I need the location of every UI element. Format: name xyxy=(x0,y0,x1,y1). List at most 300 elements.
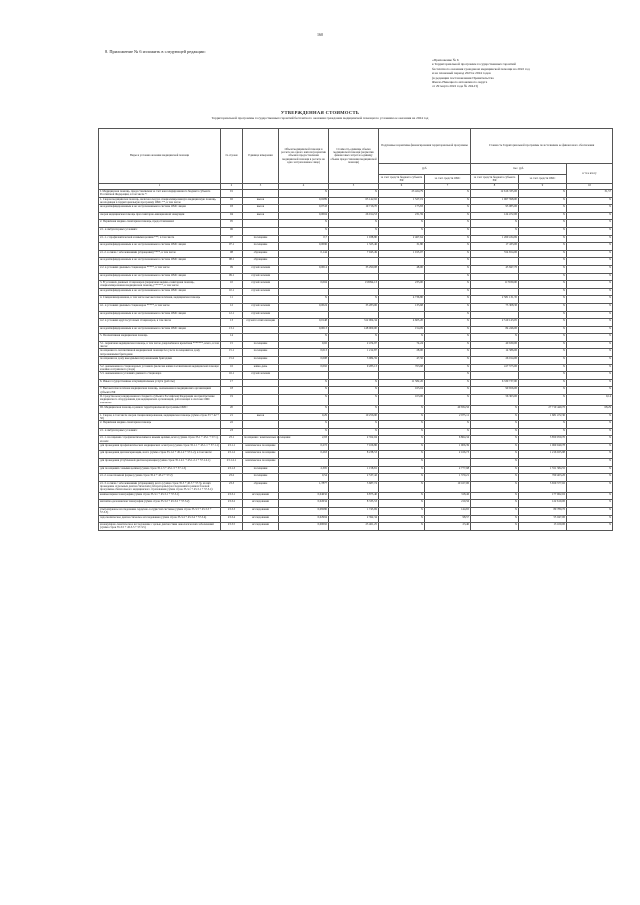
table-cell: 8 335,53 xyxy=(329,500,379,508)
table-cell: X xyxy=(567,243,613,251)
table-cell: 15 xyxy=(221,341,243,349)
table-cell: X xyxy=(567,303,613,311)
table-cell: 1 015,07 xyxy=(379,250,425,258)
table-cell: X xyxy=(567,220,613,228)
table-cell: 1. Скорая, в том числе скорая специализированная, медицинская помощь (сумма строк 33 + 42 + 50) xyxy=(100,412,219,420)
table-cell: X xyxy=(279,227,329,235)
table-row xyxy=(99,220,613,228)
table-cell: X xyxy=(279,334,329,342)
table-cell: 23.3.4 xyxy=(221,515,243,523)
table-cell: комплексное посещение xyxy=(243,443,279,451)
table-cell: для посещений с иными целями (сумма строк 35.1.3 + 45.1.3 + 57.1.3) xyxy=(99,466,221,474)
column-number: 2 xyxy=(221,184,243,190)
table-cell: X xyxy=(471,515,519,523)
table-cell: 28,00 xyxy=(379,349,425,357)
table-cell: X xyxy=(567,436,613,444)
table-cell: X xyxy=(425,341,471,349)
table-cell: X xyxy=(425,357,471,365)
column-number: 4 xyxy=(279,184,329,190)
table-cell: X xyxy=(425,349,471,357)
table-cell: X xyxy=(379,466,425,474)
table-cell: X xyxy=(519,205,567,213)
table-cell: 12.1 xyxy=(221,311,243,319)
table-cell: 231,59 xyxy=(379,212,425,220)
table-cell: X xyxy=(379,443,425,451)
table-cell: 07 xyxy=(221,235,243,243)
appendix-header-line: и на плановый период 2023 и 2024 годов xyxy=(432,71,491,76)
table-cell: обращение xyxy=(243,250,279,258)
table-cell: X xyxy=(519,296,567,304)
table-cell: посещения на дому выездными патронажными бригадами xyxy=(99,357,221,365)
table-cell: 0,0096 xyxy=(279,243,329,251)
table-cell: X xyxy=(425,395,471,406)
table-cell: X xyxy=(279,428,329,436)
table-cell: 103,06 xyxy=(379,395,425,406)
table-cell: X xyxy=(379,428,425,436)
table-cell: 0,14 xyxy=(567,395,613,406)
table-cell: 27 719 449,70 xyxy=(519,405,567,413)
table-body xyxy=(99,190,613,531)
table-cell: 2.1.1. посещения с профилактическими и иными целями, всего (сумма строк 35.1 + 45.1 + 57.1), из них: xyxy=(99,436,221,444)
table-cell: 5.1. первичная медицинская помощь, в том числе доврачебная и врачебная *******, всего, в том числе: xyxy=(100,340,219,349)
table-cell: X xyxy=(519,288,567,296)
table-cell: 5 659 377,02 xyxy=(519,481,567,492)
table-cell: X xyxy=(425,303,471,311)
table-cell: для проведения углубленной диспансеризации (сумма строк 35.1.2.1 + 45.1.2.1 + 57.1.2.1) xyxy=(99,459,221,467)
table-cell: 31,57 xyxy=(567,190,613,198)
table-cell: 0,092 xyxy=(279,364,329,372)
table-cell: X xyxy=(471,227,519,235)
table-cell: 0,144 xyxy=(279,250,329,258)
table-cell: 175,83 xyxy=(379,205,425,213)
table-row xyxy=(99,190,613,198)
table-cell: 1 325,46 xyxy=(329,243,379,251)
table-cell: 23 xyxy=(221,428,243,436)
table-cell: 12 xyxy=(221,303,243,311)
table-cell: 2. Первичная медико-санитарная помощь, предоставляемая: xyxy=(99,220,221,228)
table-cell: для проведения диспансеризации, всего (сумма строк 35.1.2 + 45.1.2 + 57.1.2), в том числе: xyxy=(99,451,221,459)
table-cell: X xyxy=(519,243,567,251)
table-cell: 45 847,70 xyxy=(471,265,519,273)
table-cell: 0,08286 xyxy=(279,507,329,515)
table-cell: X xyxy=(425,288,471,296)
table-cell: 03 xyxy=(221,205,243,213)
table-cell: X xyxy=(519,197,567,205)
table-cell: 4. Специализированная, в том числе высокотехнологичная, медицинская помощь xyxy=(99,296,221,304)
table-cell: X xyxy=(471,474,519,482)
table-cell: X xyxy=(379,481,425,492)
table-row xyxy=(99,395,613,406)
table-cell: случай лечения xyxy=(243,303,279,311)
table-cell: X xyxy=(519,220,567,228)
table-cell: для проведения профилактических медицинских осмотров (сумма строк 35.1.1 + 45.1.1 + 57.1.1) xyxy=(99,443,221,451)
table-cell: X xyxy=(425,387,471,395)
table-cell: 7 045,49 xyxy=(329,250,379,258)
table-cell: X xyxy=(567,273,613,281)
table-cell: X xyxy=(279,387,329,395)
table-cell: X xyxy=(567,507,613,515)
table-cell: 40 630,00 xyxy=(471,341,519,349)
table-cell: X xyxy=(567,326,613,334)
table-cell: X xyxy=(425,190,471,198)
column-number: 5 xyxy=(329,184,379,190)
table-cell: 3 984,59 xyxy=(329,357,379,365)
table-cell: 0,0024 xyxy=(279,303,329,311)
column-number: 7 xyxy=(425,184,471,190)
table-cell: 0,013 xyxy=(279,349,329,357)
table-cell: 09 xyxy=(221,265,243,273)
table-cell: 08.1 xyxy=(221,258,243,266)
table-cell: X xyxy=(379,523,425,531)
table-cell: X xyxy=(425,421,471,429)
table-cell: I. Медицинская помощь, предоставляемая за счет консолидированного бюджета субъекта Российской Федерации, в том числе *: xyxy=(99,190,221,198)
table-cell: X xyxy=(379,227,425,235)
column-number: 1 xyxy=(99,184,221,190)
table-cell: 23.1.2 xyxy=(221,451,243,459)
table-cell: X xyxy=(567,197,613,205)
table-cell: 6 330 737,00 xyxy=(471,379,519,387)
table-cell: 23.2 xyxy=(221,474,243,482)
table-cell: 9 283,13 xyxy=(329,364,379,372)
table-cell: X xyxy=(425,334,471,342)
table-cell: 2 777,98 xyxy=(425,466,471,474)
appendix-header-line: Ямало-Ненецкого автономного округа xyxy=(432,80,488,85)
table-cell: 1 370,21 xyxy=(425,474,471,482)
table-cell: X xyxy=(519,357,567,365)
table-cell: 2.2. в условиях дневных стационаров *****, в том числе xyxy=(99,265,221,273)
table-cell: X xyxy=(567,311,613,319)
table-cell: X xyxy=(425,319,471,327)
table-cell: 4 736,80 xyxy=(379,296,425,304)
appendix-header xyxy=(432,58,612,89)
table-cell: X xyxy=(519,421,567,429)
table-cell: 763,68 xyxy=(379,364,425,372)
table-cell: посещение xyxy=(243,235,279,243)
table-cell: X xyxy=(519,334,567,342)
header-cell: в % к итогу xyxy=(567,164,613,184)
table-row xyxy=(99,372,613,380)
table-cell: 1 212,87 xyxy=(329,349,379,357)
table-cell: X xyxy=(471,481,519,492)
table-cell: 55 047,00 xyxy=(519,515,567,523)
table-cell: 1 527,19 xyxy=(379,197,425,205)
table-cell: 23.1 xyxy=(221,436,243,444)
table-cell: койко-день xyxy=(243,364,279,372)
table-cell: X xyxy=(567,341,613,349)
table-cell: 7 106,86 xyxy=(329,443,379,451)
table-cell: X xyxy=(279,190,329,198)
table-cell: не идентифицированным и не застрахованным в системе ОМС лицам xyxy=(99,243,221,251)
table-cell: 148 000,00 xyxy=(329,326,379,334)
table-cell: посещение xyxy=(243,357,279,365)
table-row xyxy=(99,265,613,273)
appendix-header-line: «Приложение № 6 xyxy=(432,58,459,62)
table-cell: X xyxy=(519,319,567,327)
table-cell: X xyxy=(329,334,379,342)
table-cell: 0,02 xyxy=(279,341,329,349)
table-cell: 07.1 xyxy=(221,243,243,251)
table-cell: 0,02994 xyxy=(279,515,329,523)
table-cell: X xyxy=(471,413,519,421)
table-cell: X xyxy=(425,364,471,372)
table-cell: 80 780,70 xyxy=(519,507,567,515)
table-row xyxy=(99,303,613,311)
table-cell: вызов xyxy=(243,212,279,220)
table-cell: 08 xyxy=(221,250,243,258)
table-cell: 7. Высокотехнологичная медицинская помощь, оказываемая в медицинских организациях субъекта РФ xyxy=(99,387,221,395)
table-cell: 1 967 398,00 xyxy=(471,197,519,205)
table-cell: X xyxy=(425,258,471,266)
table-cell: X xyxy=(425,311,471,319)
table-cell: X xyxy=(379,500,425,508)
table-cell: X xyxy=(471,451,519,459)
table-cell: ультразвуковое исследование сердечно-сосудистой системы (сумма строк 35.3.3 + 45.3.3 + 57.3.3) xyxy=(99,507,221,515)
table-cell: исследования xyxy=(243,523,279,531)
table-cell: X xyxy=(519,311,567,319)
table-cell: 769 403,20 xyxy=(519,474,567,482)
table-cell: X xyxy=(519,250,567,258)
table-cell: 1 260 434,69 xyxy=(471,235,519,243)
table-cell: X xyxy=(567,296,613,304)
table-cell xyxy=(329,288,379,296)
table-cell: 0,00092 xyxy=(279,523,329,531)
table-cell: 312 004,34 xyxy=(329,319,379,327)
table-cell: скорая медицинская помощь при санитарно-авиационной эвакуации xyxy=(99,212,221,220)
table-cell: не идентифицированным и не застрахованным в системе ОМС лицам xyxy=(99,273,221,281)
table-cell: X xyxy=(567,421,613,429)
table-cell: посещения / комплексные посещения xyxy=(243,436,279,444)
table-cell: 48,00 xyxy=(379,265,425,273)
table-cell xyxy=(243,405,279,413)
table-cell: X xyxy=(519,258,567,266)
table-cell: 11 xyxy=(221,296,243,304)
table-cell: 4 605,20 xyxy=(379,319,425,327)
table-cell: 0,0014 xyxy=(279,265,329,273)
header-cell: за счет средств ОМС xyxy=(519,175,567,184)
table-row xyxy=(99,523,613,531)
table-cell: X xyxy=(567,288,613,296)
table-cell: X xyxy=(329,296,379,304)
table-row xyxy=(99,413,613,421)
table-cell: X xyxy=(567,474,613,482)
table-cell: 1. Скорая медицинская помощь, включая скорую специализированную медицинскую помощь, не входящая в территориальную программу ОМС **, в том числе xyxy=(99,197,221,205)
table-cell: комплексное посещение xyxy=(243,459,279,467)
table-cell: X xyxy=(519,303,567,311)
table-cell: комплексное посещение xyxy=(243,451,279,459)
table-cell: 135,68 xyxy=(379,303,425,311)
table-cell: 35 290,08 xyxy=(329,265,379,273)
table-cell: X xyxy=(519,349,567,357)
table-cell: 26 014,53 xyxy=(329,212,379,220)
table-cell: 165,04 xyxy=(379,387,425,395)
table-cell: X xyxy=(379,507,425,515)
table-cell: 95 085,00 xyxy=(471,205,519,213)
table-cell: X xyxy=(567,281,613,289)
table-cell: X xyxy=(567,205,613,213)
table-cell: исследования xyxy=(243,507,279,515)
table-cell: X xyxy=(567,523,613,531)
table-cell: исследования xyxy=(243,492,279,500)
table-cell: 13 xyxy=(221,319,243,327)
table-cell: X xyxy=(279,405,329,413)
table-cell: X xyxy=(519,265,567,273)
table-cell: 18 xyxy=(221,387,243,395)
table-cell: X xyxy=(567,319,613,327)
table-row xyxy=(99,349,613,357)
table-cell: X xyxy=(567,428,613,436)
table-cell: X xyxy=(425,243,471,251)
table-cell: X xyxy=(379,436,425,444)
table-cell: X xyxy=(379,334,425,342)
table-cell: 2 537,42 xyxy=(329,474,379,482)
table-cell: X xyxy=(567,334,613,342)
table-cell: X xyxy=(567,443,613,451)
table-cell: 2.1.2. в связи с заболеваниями (обращений) ****, в том числе xyxy=(99,250,221,258)
table-row xyxy=(99,258,613,266)
table-cell: X xyxy=(279,379,329,387)
header-cell: Объем медицинской помощи в расчете на одного жителя (норматив объемов предоставления медицинской помощи в расчете на одно застрахованное лицо) xyxy=(279,129,329,184)
table-row xyxy=(99,212,613,220)
table-cell: 6 864,34 xyxy=(425,436,471,444)
table-cell: 554 654,00 xyxy=(471,250,519,258)
table-cell xyxy=(243,220,279,228)
table-cell xyxy=(243,395,279,406)
table-cell: случай госпитализации xyxy=(243,319,279,327)
table-cell: X xyxy=(471,334,519,342)
table-cell: 23.3.5 xyxy=(221,523,243,531)
table-cell: 17 433,00 xyxy=(471,243,519,251)
table-cell: X xyxy=(329,379,379,387)
table-row xyxy=(99,296,613,304)
table-cell: 2 392,34 xyxy=(329,515,379,523)
table-cell: 01 xyxy=(221,190,243,198)
cost-table xyxy=(98,128,613,531)
table-cell xyxy=(243,190,279,198)
table-cell: 3 850 050,76 xyxy=(519,436,567,444)
table-cell: X xyxy=(567,357,613,365)
table-cell: X xyxy=(379,421,425,429)
table-cell: X xyxy=(567,227,613,235)
table-cell: 20 xyxy=(221,405,243,413)
table-cell: X xyxy=(425,428,471,436)
table-cell: X xyxy=(567,492,613,500)
table-row xyxy=(99,227,613,235)
table-cell xyxy=(329,372,379,380)
table-cell: 23.1.3 xyxy=(221,466,243,474)
table-cell: 75 308,30 xyxy=(471,303,519,311)
table-cell: X xyxy=(471,436,519,444)
table-cell: 2.1. в амбулаторных условиях: xyxy=(99,227,221,235)
table-cell: исследования xyxy=(243,515,279,523)
table-cell: X xyxy=(329,220,379,228)
table-cell: 23.3.2 xyxy=(221,500,243,508)
table-cell: 23.3.3 xyxy=(221,507,243,515)
table-cell: не идентифицированным и не застрахованным в системе ОМС лицам xyxy=(99,288,221,296)
table-cell: 22 xyxy=(221,421,243,429)
table-cell: 16 xyxy=(221,364,243,372)
table-cell: X xyxy=(425,197,471,205)
table-cell: X xyxy=(425,265,471,273)
table-cell: исследования xyxy=(243,500,279,508)
table-cell: X xyxy=(567,235,613,243)
table-cell: 13 100,00 xyxy=(519,523,567,531)
table-cell: X xyxy=(519,212,567,220)
table-cell xyxy=(243,421,279,429)
table-cell xyxy=(243,379,279,387)
table-cell: X xyxy=(425,326,471,334)
table-cell: X xyxy=(519,273,567,281)
table-cell: 0,04632 xyxy=(279,492,329,500)
header-cell: Стоимость единицы объема медицинской помощи (норматив финансовых затрат на единицу объема предоставления медицинской помощи) xyxy=(329,129,379,184)
column-number: 6 xyxy=(379,184,425,190)
table-cell: X xyxy=(471,428,519,436)
table-cell: X xyxy=(379,474,425,482)
table-cell: 0,29 xyxy=(279,413,329,421)
table-cell: 219,56 xyxy=(425,500,471,508)
table-cell: 10 167,00 xyxy=(425,481,471,492)
table-cell: 19 xyxy=(221,395,243,406)
table-cell: 124 472,00 xyxy=(471,212,519,220)
column-number: 8 xyxy=(471,184,519,190)
table-cell: посещение xyxy=(243,349,279,357)
table-cell: 5.3. оказываемая в условиях дневного стационара xyxy=(99,372,221,380)
table-cell: 21 xyxy=(221,413,243,421)
table-cell: X xyxy=(329,190,379,198)
table-row xyxy=(99,405,613,413)
table-cell: не идентифицированным и не застрахованным в системе ОМС лицам xyxy=(99,326,221,334)
table-cell: X xyxy=(567,387,613,395)
table-cell: X xyxy=(519,387,567,395)
header-cell: за счет средств бюджета субъекта РФ xyxy=(379,175,425,184)
table-cell: X xyxy=(379,413,425,421)
table-cell: X xyxy=(471,500,519,508)
table-cell: 0,02634 xyxy=(279,500,329,508)
header-cell: за счет средств бюджета субъекта РФ xyxy=(471,175,519,184)
table-cell xyxy=(279,288,329,296)
header-cell: тыс. руб. xyxy=(471,164,567,175)
table-cell: 2.1. в амбулаторных условиях: xyxy=(99,428,221,436)
table-cell: 4.2. в условиях круглосуточных стационаров, в том числе xyxy=(99,319,221,327)
table-cell: 417 375,00 xyxy=(471,364,519,372)
table-cell: 0,54 xyxy=(279,474,329,482)
table-cell: 26 014,00 xyxy=(471,357,519,365)
table-cell: эндоскопическое диагностическое исследование (сумма строк 35.3.4 + 45.3.4 + 57.3.4) xyxy=(99,515,221,523)
table-cell: X xyxy=(567,250,613,258)
table-cell: 0,008 xyxy=(279,357,329,365)
column-number: 9 xyxy=(519,184,567,190)
table-cell: 1 216 025,98 xyxy=(519,451,567,459)
table-cell: X xyxy=(471,459,519,467)
table-cell: вызов xyxy=(243,413,279,421)
table-cell: 35 283,06 xyxy=(329,303,379,311)
table-cell: вызов xyxy=(243,205,279,213)
table-cell: X xyxy=(567,413,613,421)
table-cell: 177 962,02 xyxy=(519,492,567,500)
table-cell: случай лечения xyxy=(243,273,279,281)
table-cell: X xyxy=(379,405,425,413)
table-cell: 23.1.1 xyxy=(221,443,243,451)
table-cell: не идентифицированным и не застрахованным в системе ОМС лицам xyxy=(99,311,221,319)
table-cell: X xyxy=(379,459,425,467)
header-cell: за счет средств ОМС xyxy=(425,175,471,184)
column-number: 10 xyxy=(567,184,613,190)
appendix-header-line: (в редакции постановления Правительства xyxy=(432,75,494,80)
header-cell: Стоимость Территориальной программы по источникам ее финансового обеспечения xyxy=(471,129,613,164)
table-cell: X xyxy=(379,515,425,523)
table-cell: 0,272 xyxy=(279,443,329,451)
table-cell: X xyxy=(567,372,613,380)
table-cell: X xyxy=(329,421,379,429)
